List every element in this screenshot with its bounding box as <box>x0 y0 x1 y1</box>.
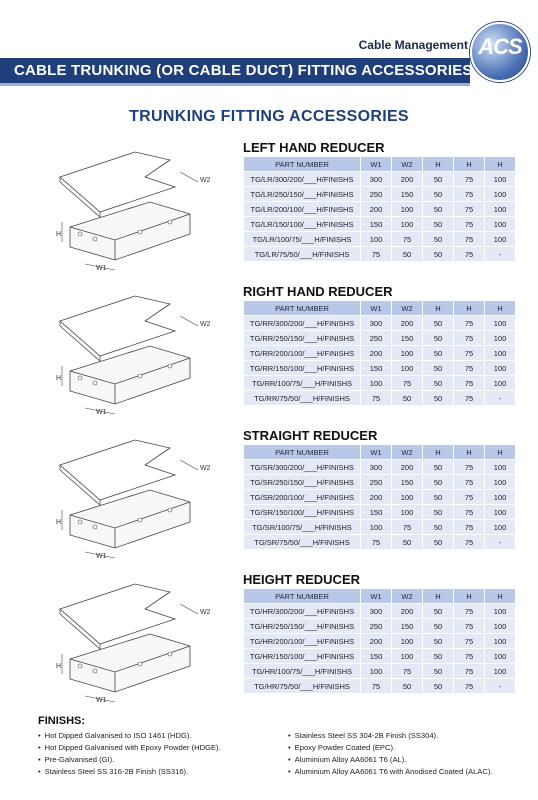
dimension-label-h: H <box>56 375 62 382</box>
dimension-cell: 100 <box>392 202 423 217</box>
dimension-cell: 300 <box>361 316 392 331</box>
dimension-cell: 100 <box>485 331 516 346</box>
part-number-cell: TG/LR/100/75/___H/FINISHS <box>244 232 361 247</box>
dimension-cell: 100 <box>361 376 392 391</box>
table-row <box>244 520 516 535</box>
title-banner <box>0 58 473 86</box>
dimension-cell: 50 <box>423 505 454 520</box>
dimension-cell: 75 <box>454 460 485 475</box>
dimension-cell: 50 <box>423 679 454 694</box>
dimension-label-w1: W1 <box>96 409 107 416</box>
cover-lid <box>60 584 175 644</box>
dimension-cell: 100 <box>485 490 516 505</box>
table-row <box>244 172 516 187</box>
part-number-cell: TG/LR/300/200/___H/FINISHS <box>244 172 361 187</box>
dimension-cell: 75 <box>454 604 485 619</box>
part-number-cell: TG/SR/300/200/___H/FINISHS <box>244 460 361 475</box>
dimension-cell: 50 <box>423 376 454 391</box>
finish-item: • Aluminium Alloy AA6061 T6 with Anodised Coated (ALAC). <box>288 767 528 779</box>
table-header-row <box>244 301 516 316</box>
column-header: W1 <box>361 445 392 460</box>
dimension-cell: 50 <box>423 202 454 217</box>
part-number-cell: TG/SR/200/100/___H/FINISHS <box>244 490 361 505</box>
dimension-cell: 100 <box>392 649 423 664</box>
finishes-list-left <box>38 731 278 779</box>
dimension-cell: 100 <box>485 634 516 649</box>
dimension-cell: 100 <box>392 217 423 232</box>
dimension-cell: 100 <box>392 634 423 649</box>
table-row <box>244 619 516 634</box>
dimension-label-w2: W2 <box>200 609 211 616</box>
table-row <box>244 460 516 475</box>
dimension-label-w1: W1 <box>96 553 107 560</box>
dimension-cell: 200 <box>361 634 392 649</box>
trunking-body <box>70 490 190 548</box>
dimension-cell: 75 <box>454 505 485 520</box>
dimension-label-h: H <box>56 519 62 526</box>
trunking-body <box>70 634 190 692</box>
section-title: TRUNKING FITTING ACCESSORIES <box>129 108 409 125</box>
dimension-cell: 75 <box>454 361 485 376</box>
product-name: HEIGHT REDUCER <box>243 572 361 587</box>
dimension-cell: 250 <box>361 619 392 634</box>
table-row <box>244 634 516 649</box>
dimension-cell: 75 <box>392 664 423 679</box>
table-row <box>244 505 516 520</box>
dimension-cell: 75 <box>454 346 485 361</box>
table-row <box>244 391 516 406</box>
dimension-cell: 50 <box>423 217 454 232</box>
dimension-cell: 100 <box>361 520 392 535</box>
spec-table <box>243 444 516 550</box>
dimension-cell: 200 <box>361 490 392 505</box>
table-row <box>244 232 516 247</box>
category-label: Cable Management <box>358 38 468 52</box>
product-name: RIGHT HAND REDUCER <box>243 284 393 299</box>
dimension-cell: 250 <box>361 187 392 202</box>
dimension-cell: 50 <box>423 460 454 475</box>
column-header: W1 <box>361 301 392 316</box>
dimension-cell: 200 <box>392 460 423 475</box>
column-header: H <box>454 301 485 316</box>
part-number-cell: TG/HR/200/100/___H/FINISHS <box>244 634 361 649</box>
table-row <box>244 376 516 391</box>
acs-logo <box>470 22 530 82</box>
table-row <box>244 475 516 490</box>
dimension-cell: 150 <box>361 649 392 664</box>
dimension-cell: 50 <box>423 535 454 550</box>
dimension-cell: 50 <box>423 346 454 361</box>
column-header: H <box>485 157 516 172</box>
column-header: PART NUMBER <box>244 589 361 604</box>
finishes-heading: FINISHS: <box>38 715 86 727</box>
logo-text: ACS <box>478 34 522 59</box>
dimension-cell: 100 <box>485 361 516 376</box>
column-header: H <box>454 589 485 604</box>
dimension-cell: 150 <box>361 217 392 232</box>
dimension-cell: - <box>485 535 516 550</box>
part-number-cell: TG/LR/75/50/___H/FINISHS <box>244 247 361 262</box>
column-header: H <box>423 301 454 316</box>
dimension-cell: 150 <box>392 619 423 634</box>
part-number-cell: TG/HR/300/200/___H/FINISHS <box>244 604 361 619</box>
dimension-cell: 75 <box>454 634 485 649</box>
dimension-cell: 50 <box>423 475 454 490</box>
dimension-cell: 75 <box>361 247 392 262</box>
dimension-cell: 75 <box>454 679 485 694</box>
dimension-cell: 100 <box>485 505 516 520</box>
table-row <box>244 346 516 361</box>
dimension-cell: 200 <box>392 604 423 619</box>
table-row <box>244 316 516 331</box>
table-row <box>244 679 516 694</box>
dimension-cell: 75 <box>454 217 485 232</box>
dimension-cell: 75 <box>454 535 485 550</box>
part-number-cell: TG/LR/150/100/___H/FINISHS <box>244 217 361 232</box>
part-number-cell: TG/RR/250/150/___H/FINISHS <box>244 331 361 346</box>
dimension-cell: - <box>485 679 516 694</box>
column-header: PART NUMBER <box>244 301 361 316</box>
dimension-cell: 100 <box>485 460 516 475</box>
dimension-cell: 50 <box>423 634 454 649</box>
dimension-cell: 50 <box>423 619 454 634</box>
dimension-cell: 50 <box>423 361 454 376</box>
dimension-label-w2: W2 <box>200 465 211 472</box>
finish-item: • Pre-Galvanised (GI). <box>38 755 278 767</box>
column-header: W2 <box>392 589 423 604</box>
dimension-cell: 75 <box>454 475 485 490</box>
table-row <box>244 535 516 550</box>
banner-title: CABLE TRUNKING (OR CABLE DUCT) FITTING ACCESSORIES <box>14 62 473 79</box>
dimension-cell: 150 <box>361 505 392 520</box>
reducer-diagram <box>40 574 240 704</box>
dimension-cell: 75 <box>454 202 485 217</box>
part-number-cell: TG/RR/75/50/___H/FINISHS <box>244 391 361 406</box>
table-row <box>244 247 516 262</box>
finish-item: • Hot Dipped Galvanised with Epoxy Powder (HDGE). <box>38 743 278 755</box>
table-row <box>244 187 516 202</box>
dimension-cell: 100 <box>485 346 516 361</box>
dimension-cell: 100 <box>361 664 392 679</box>
column-header: H <box>423 445 454 460</box>
table-header-row <box>244 445 516 460</box>
cover-lid <box>60 296 175 356</box>
dimension-cell: 50 <box>423 520 454 535</box>
dimension-cell: 100 <box>361 232 392 247</box>
dimension-cell: 75 <box>392 376 423 391</box>
dimension-cell: 75 <box>454 232 485 247</box>
dimension-cell: 200 <box>361 346 392 361</box>
column-header: H <box>485 301 516 316</box>
dimension-cell: 75 <box>454 172 485 187</box>
part-number-cell: TG/RR/150/100/___H/FINISHS <box>244 361 361 376</box>
dimension-cell: 100 <box>485 664 516 679</box>
column-header: H <box>423 589 454 604</box>
dimension-cell: 200 <box>361 202 392 217</box>
table-row <box>244 649 516 664</box>
dimension-cell: 75 <box>361 535 392 550</box>
dimension-cell: 100 <box>392 346 423 361</box>
dimension-cell: 75 <box>454 490 485 505</box>
dimension-cell: 150 <box>361 361 392 376</box>
part-number-cell: TG/SR/250/150/___H/FINISHS <box>244 475 361 490</box>
dimension-cell: 100 <box>485 619 516 634</box>
finish-item: • Stainless Steel SS 316-2B Finish (SS316). <box>38 767 278 779</box>
part-number-cell: TG/HR/150/100/___H/FINISHS <box>244 649 361 664</box>
spec-table <box>243 588 516 694</box>
table-row <box>244 331 516 346</box>
dimension-cell: 75 <box>454 391 485 406</box>
dimension-cell: 250 <box>361 331 392 346</box>
dimension-cell: 75 <box>392 232 423 247</box>
table-header-row <box>244 589 516 604</box>
dimension-cell: 100 <box>485 316 516 331</box>
page-header <box>0 0 538 56</box>
part-number-cell: TG/SR/150/100/___H/FINISHS <box>244 505 361 520</box>
dimension-cell: 50 <box>423 331 454 346</box>
reducer-diagram <box>40 142 240 272</box>
dimension-cell: 150 <box>392 187 423 202</box>
column-header: W2 <box>392 445 423 460</box>
column-header: H <box>454 157 485 172</box>
dimension-cell: 50 <box>423 247 454 262</box>
dimension-cell: 50 <box>392 391 423 406</box>
dimension-cell: 100 <box>485 172 516 187</box>
table-row <box>244 490 516 505</box>
dimension-cell: 50 <box>423 232 454 247</box>
finish-item: • Stainless Steel SS 304-2B Finish (SS304). <box>288 731 528 743</box>
dimension-cell: 50 <box>423 664 454 679</box>
dimension-cell: 100 <box>485 187 516 202</box>
dimension-cell: 50 <box>423 649 454 664</box>
dimension-cell: 50 <box>392 247 423 262</box>
dimension-label-w2: W2 <box>200 321 211 328</box>
dimension-cell: 100 <box>485 649 516 664</box>
dimension-cell: 75 <box>454 247 485 262</box>
column-header: H <box>485 445 516 460</box>
part-number-cell: TG/HR/100/75/___H/FINISHS <box>244 664 361 679</box>
dimension-label-h: H <box>56 663 62 670</box>
trunking-body <box>70 202 190 260</box>
part-number-cell: TG/SR/75/50/___H/FINISHS <box>244 535 361 550</box>
dimension-cell: 50 <box>423 316 454 331</box>
dimension-cell: 100 <box>485 604 516 619</box>
dimension-cell: 75 <box>454 376 485 391</box>
dimension-cell: 50 <box>392 535 423 550</box>
column-header: PART NUMBER <box>244 445 361 460</box>
part-number-cell: TG/RR/300/200/___H/FINISHS <box>244 316 361 331</box>
part-number-cell: TG/SR/100/75/___H/FINISHS <box>244 520 361 535</box>
dimension-cell: 50 <box>423 187 454 202</box>
dimension-cell: 100 <box>485 202 516 217</box>
table-row <box>244 664 516 679</box>
dimension-cell: 200 <box>392 172 423 187</box>
dimension-cell: 100 <box>392 490 423 505</box>
table-header-row <box>244 157 516 172</box>
column-header: W2 <box>392 301 423 316</box>
dimension-cell: 300 <box>361 172 392 187</box>
dimension-cell: 75 <box>361 391 392 406</box>
dimension-cell: 50 <box>423 604 454 619</box>
table-row <box>244 604 516 619</box>
dimension-cell: 250 <box>361 475 392 490</box>
part-number-cell: TG/RR/200/100/___H/FINISHS <box>244 346 361 361</box>
product-name: LEFT HAND REDUCER <box>243 140 385 155</box>
dimension-cell: 75 <box>392 520 423 535</box>
cover-lid <box>60 152 175 212</box>
spec-table <box>243 156 516 262</box>
trunking-body <box>70 346 190 404</box>
product-name: STRAIGHT REDUCER <box>243 428 378 443</box>
dimension-cell: 75 <box>454 520 485 535</box>
dimension-label-w1: W1 <box>96 265 107 272</box>
dimension-label-w1: W1 <box>96 697 107 704</box>
table-row <box>244 361 516 376</box>
dimension-cell: 300 <box>361 460 392 475</box>
finish-item: • Hot Dipped Galvanised to ISO 1461 (HDG). <box>38 731 278 743</box>
dimension-cell: 300 <box>361 604 392 619</box>
dimension-cell: 150 <box>392 331 423 346</box>
part-number-cell: TG/HR/75/50/___H/FINISHS <box>244 679 361 694</box>
dimension-cell: 150 <box>392 475 423 490</box>
column-header: W1 <box>361 157 392 172</box>
reducer-diagram <box>40 286 240 416</box>
dimension-cell: 50 <box>423 391 454 406</box>
spec-table <box>243 300 516 406</box>
part-number-cell: TG/RR/100/75/___H/FINISHS <box>244 376 361 391</box>
table-row <box>244 217 516 232</box>
column-header: H <box>423 157 454 172</box>
dimension-cell: 100 <box>485 217 516 232</box>
dimension-cell: 75 <box>454 664 485 679</box>
table-row <box>244 202 516 217</box>
column-header: H <box>454 445 485 460</box>
dimension-cell: 50 <box>423 172 454 187</box>
dimension-cell: 50 <box>423 490 454 505</box>
cover-lid <box>60 440 175 500</box>
reducer-diagram <box>40 430 240 560</box>
column-header: H <box>485 589 516 604</box>
dimension-cell: 100 <box>485 232 516 247</box>
finishes-section <box>38 715 528 776</box>
finish-item: • Aluminium Alloy AA6061 T6 (AL). <box>288 755 528 767</box>
dimension-cell: - <box>485 391 516 406</box>
finishes-list-right <box>288 731 528 779</box>
dimension-cell: 75 <box>454 187 485 202</box>
column-header: W2 <box>392 157 423 172</box>
dimension-cell: 75 <box>454 649 485 664</box>
dimension-cell: 75 <box>454 619 485 634</box>
dimension-label-w2: W2 <box>200 177 211 184</box>
dimension-cell: 75 <box>361 679 392 694</box>
part-number-cell: TG/LR/200/100/___H/FINISHS <box>244 202 361 217</box>
dimension-cell: - <box>485 247 516 262</box>
dimension-cell: 100 <box>392 505 423 520</box>
dimension-cell: 100 <box>485 475 516 490</box>
part-number-cell: TG/HR/250/150/___H/FINISHS <box>244 619 361 634</box>
dimension-cell: 75 <box>454 316 485 331</box>
dimension-cell: 50 <box>392 679 423 694</box>
dimension-label-h: H <box>56 231 62 238</box>
column-header: W1 <box>361 589 392 604</box>
dimension-cell: 75 <box>454 331 485 346</box>
finish-item: • Epoxy Powder Coated (EPC). <box>288 743 528 755</box>
dimension-cell: 100 <box>485 376 516 391</box>
column-header: PART NUMBER <box>244 157 361 172</box>
dimension-cell: 100 <box>392 361 423 376</box>
part-number-cell: TG/LR/250/150/___H/FINISHS <box>244 187 361 202</box>
dimension-cell: 200 <box>392 316 423 331</box>
dimension-cell: 100 <box>485 520 516 535</box>
